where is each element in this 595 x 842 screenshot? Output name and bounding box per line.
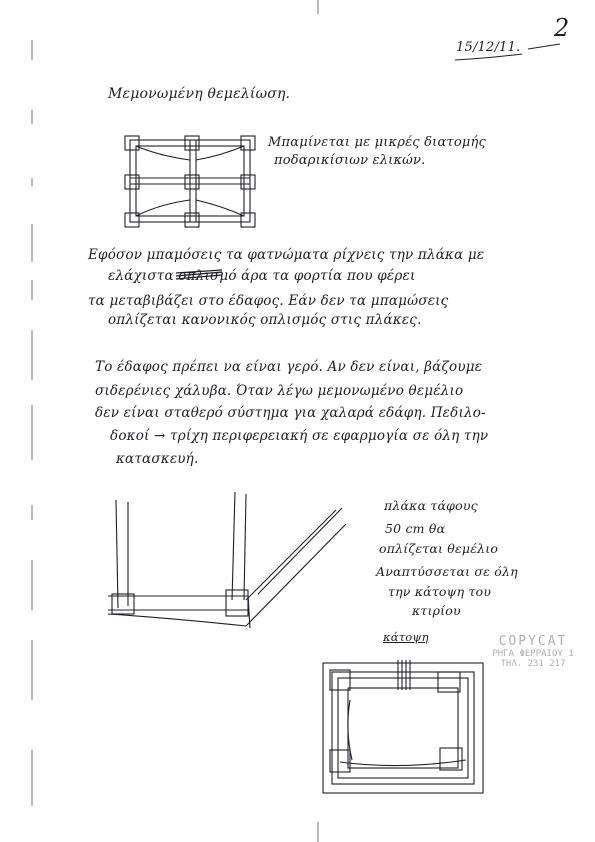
stamp-line: COPYCAT: [498, 634, 568, 649]
paragraph-line: σιδερένιες χάλυβα. Όταν λέγω μεμονωμένο θεμέλιο: [95, 383, 464, 399]
copy-shop-stamp: [478, 634, 588, 674]
paragraph-line: οπλίζεται κανονικός οπλισμός στις πλάκες.: [108, 312, 422, 328]
paragraph-line: δοκοί → τρίχη περιφερειακή σε εφαρμογία σε όλη την: [110, 428, 489, 444]
side-note-line: την κάτοψη του: [388, 584, 492, 599]
paragraph-line: δεν είναι σταθερό σύστημα για χαλαρά εδάφη. Πεδιλο-: [95, 405, 486, 421]
diagram-note: [268, 134, 486, 170]
stamp-line: ΡΗΓΑ ΦΕΡΡΑΙΟΥ 1: [492, 649, 574, 659]
paragraph-line: Το έδαφος πρέπει να είναι γερό. Αν δεν είναι, βάζουμε: [95, 359, 483, 375]
paragraph-line: τα μεταβιβάζει στο έδαφος. Εάν δεν τα μπαμώσεις: [88, 293, 449, 309]
side-note-line: κτιρίου: [412, 603, 461, 618]
plan-view-diagram: [323, 660, 483, 793]
page-title: Μεμονωμένη θεμελίωση.: [108, 86, 291, 102]
plan-view-label: κάτοψη: [383, 630, 429, 644]
side-note-line: οπλίζεται θεμέλιο: [379, 541, 499, 556]
paragraph-line: κατασκευή.: [116, 451, 199, 467]
diagram-note-line: Μπαμίνεται με μικρές διατομής: [268, 135, 486, 150]
paragraph-line: Εφόσον μπαμόσεις τα φατνώματα ρίχνεις την πλάκα με: [88, 247, 485, 263]
side-note-line: 50 cm θα: [385, 521, 446, 536]
margin-marks: [32, 0, 318, 842]
diagram-note-line: ποδαρικίσιων ελικών.: [274, 153, 426, 168]
side-note-line: πλάκα τάφους: [384, 498, 478, 513]
foundation-section-diagram: [108, 492, 346, 628]
side-note-line: Αναπτύσσεται σε όλη: [376, 564, 518, 579]
pad-footing-grid-diagram: [125, 136, 255, 227]
page-number: 2: [554, 14, 570, 42]
stamp-line: ΤΗΛ. 231 217: [500, 659, 566, 669]
date: 15/12/11.: [456, 40, 521, 55]
paragraph-line: ελάχιστα οπλισμό άρα τα φορτία που φέρει: [108, 268, 416, 284]
